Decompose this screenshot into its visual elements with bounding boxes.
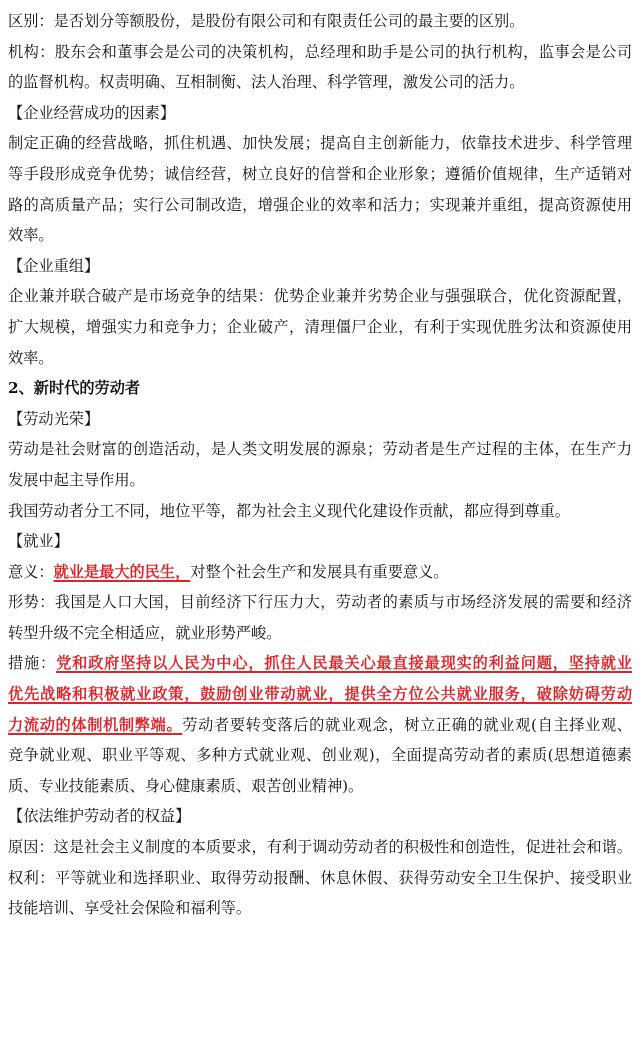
text-line-organs-2: 的监督机构。权责明确、互相制衡、法人治理、科学管理，激发公司的活力。: [8, 73, 525, 92]
heading-new-era-workers: 2、新时代的劳动者: [8, 379, 141, 398]
highlight-measures-3: 力流动的体制机制弊端。: [8, 715, 183, 734]
text-line-restructuring-1: 企业兼并联合破产是市场竞争的结果：优势企业兼并劣势企业与强强联合，优化资源配置，: [8, 287, 632, 306]
highlight-measures-2: 优先战略和积极就业政策，鼓励创业带动就业，提供全方位公共就业服务，破除妨碍劳动: [8, 685, 632, 704]
text-line-restructuring-2: 扩大规模，增强实力和竞争力；企业破产，清理僵尸企业，有利于实现优胜劣汰和资源使用: [8, 317, 632, 336]
text-significance-rest: 对整个社会生产和发展具有重要意义。: [190, 562, 449, 581]
label-significance: 意义：: [8, 562, 54, 581]
text-line-restructuring-3: 效率。: [8, 348, 54, 367]
text-line-situation-2: 转型升级不完全相适应，就业形势严峻。: [8, 623, 282, 642]
label-measures: 措施：: [8, 654, 57, 673]
section-title-labor-glory: 【劳动光荣】: [8, 409, 100, 428]
highlight-measures-1: 党和政府坚持以人民为中心，抓住人民最关心最直接最现实的利益问题，坚持就业: [56, 654, 632, 673]
text-line-situation-1: 形势：我国是人口大国，目前经济下行压力大，劳动者的素质与市场经济发展的需要和经济: [8, 593, 632, 612]
text-line-reason: 原因：这是社会主义制度的本质要求，有利于调动劳动者的积极性和创造性，促进社会和谐。: [8, 838, 632, 857]
text-line-difference: 区别：是否划分等额股份，是股份有限公司和有限责任公司的最主要的区别。: [8, 12, 525, 30]
text-line-measures-2: [8, 679, 632, 710]
section-title-worker-rights: 【依法维护劳动者的权益】: [8, 807, 191, 826]
text-line-factors-4: 效率。: [8, 226, 54, 245]
highlight-employment-livelihood: 就业是最大的民生，: [53, 562, 191, 581]
text-line-measures-4: 竞争就业观、职业平等观、多种方式就业观、创业观)，全面提高劳动者的素质(思想道德素: [8, 746, 632, 765]
text-line-factors-2: 等手段形成竞争优势；诚信经营，树立良好的信誉和企业形象；遵循价值规律，生产适销对: [8, 164, 632, 183]
section-title-success-factors: 【企业经营成功的因素】: [8, 103, 176, 122]
section-title-restructuring: 【企业重组】: [8, 256, 100, 275]
text-line-organs-1: 机构：股东会和董事会是公司的决策机构，总经理和助手是公司的执行机构，监事会是公司: [8, 42, 632, 61]
text-line-factors-1: 制定正确的经营战略，抓住机遇、加快发展；提高自主创新能力，依靠技术进步、科学管理: [8, 134, 632, 153]
text-line-rights-1: 权利：平等就业和选择职业、取得劳动报酬、休息休假、获得劳动安全卫生保护、接受职业: [8, 868, 632, 887]
text-measures-rest: 劳动者要转变落后的就业观念，树立正确的就业观(自主择业观、: [182, 715, 632, 734]
text-line-measures-3: [8, 710, 632, 741]
text-line-labor-3: 我国劳动者分工不同，地位平等，都为社会主义现代化建设作贡献，都应得到尊重。: [8, 501, 570, 520]
text-line-rights-2: 技能培训、享受社会保险和福利等。: [8, 899, 251, 918]
text-line-labor-2: 发展中起主导作用。: [8, 470, 145, 489]
text-line-factors-3: 路的高质量产品；实行公司制改造，增强企业的效率和活力；实现兼并重组，提高资源使用: [8, 195, 632, 214]
text-line-significance: [8, 557, 632, 588]
section-title-employment: 【就业】: [8, 532, 69, 551]
text-line-labor-1: 劳动是社会财富的创造活动，是人类文明发展的源泉；劳动者是生产过程的主体，在生产力: [8, 440, 632, 459]
text-line-measures-1: [8, 648, 632, 679]
text-line-measures-5: 质、专业技能素质、身心健康素质、艰苦创业精神)。: [8, 776, 364, 795]
